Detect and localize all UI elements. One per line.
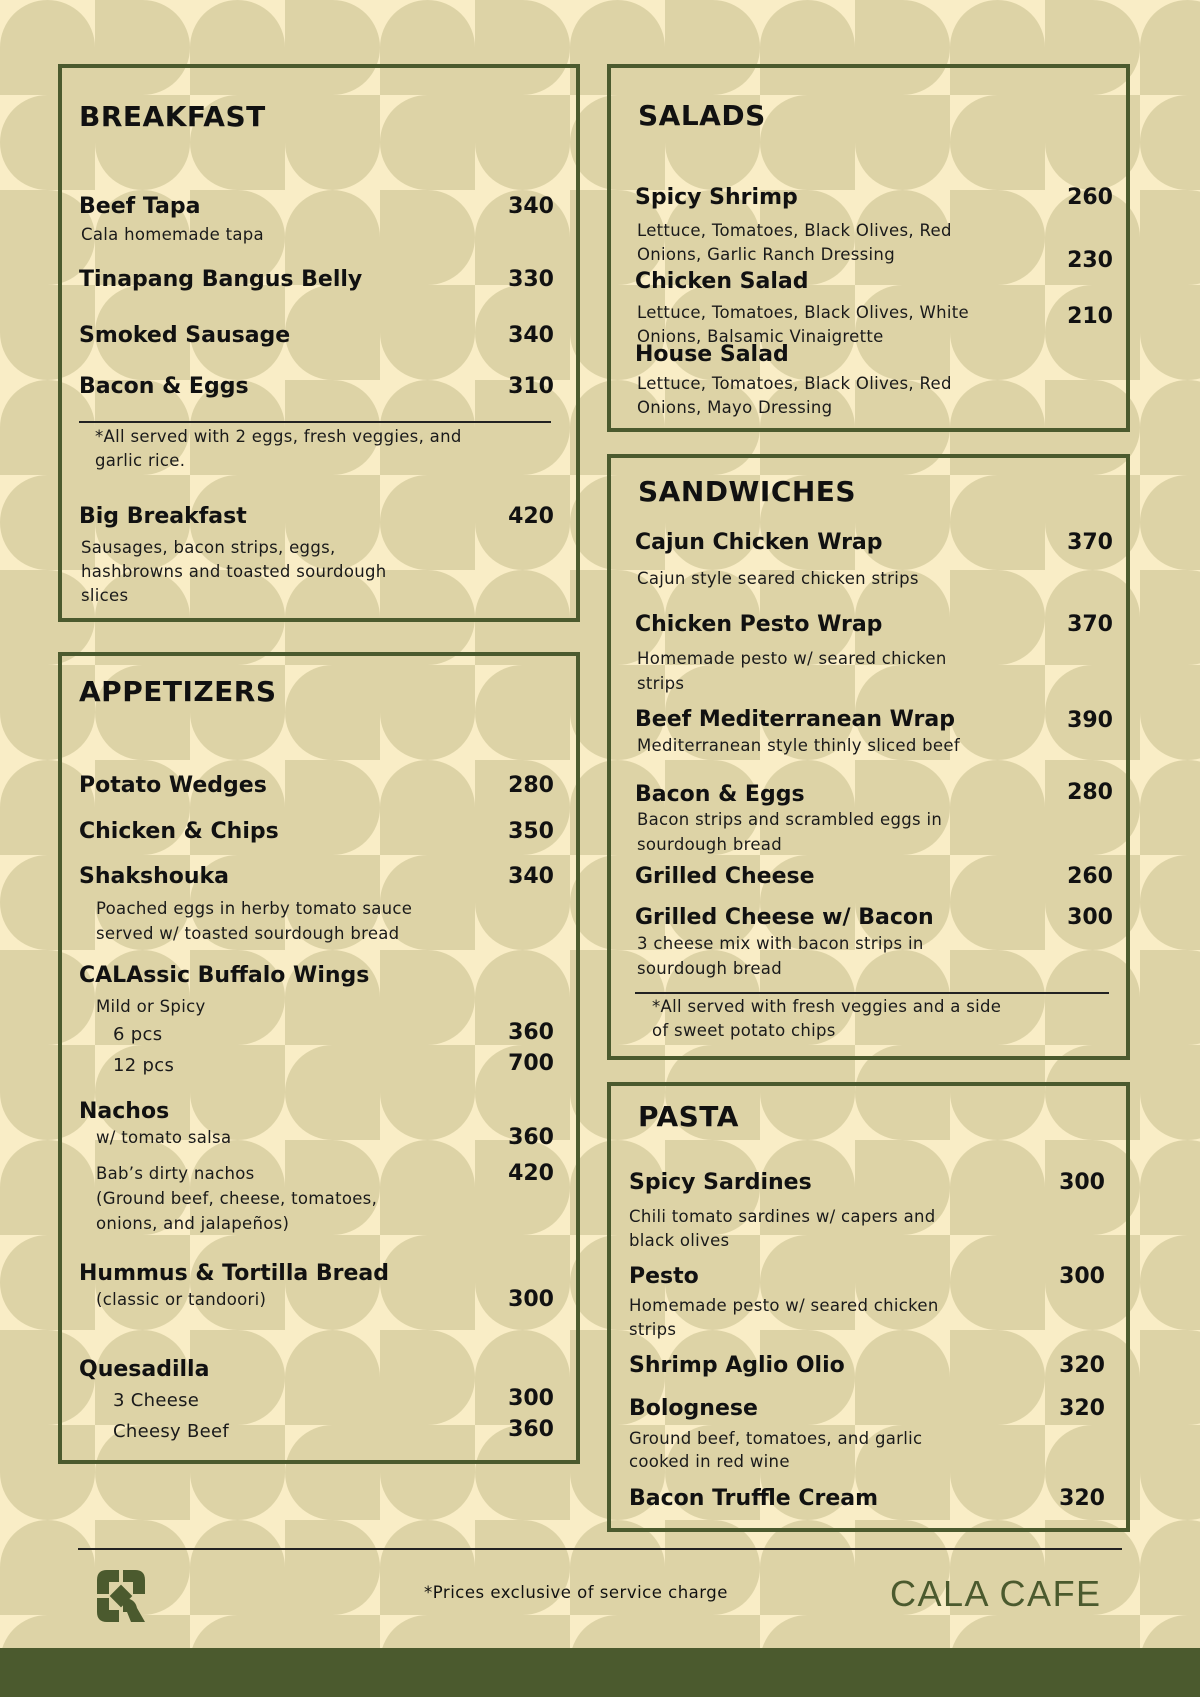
item-big-breakfast: Big Breakfast <box>79 504 247 529</box>
pattern-tile <box>1140 475 1200 570</box>
price-hummus: 300 <box>508 1287 554 1312</box>
pattern-tile <box>0 1520 95 1615</box>
price-spicy-shrimp: 260 <box>1067 185 1113 210</box>
pattern-tile <box>1140 190 1200 285</box>
desc-sandwich-bacon-2: sourdough bread <box>637 835 782 854</box>
desc-pesto-wrap-1: Homemade pesto w/ seared chicken <box>637 649 947 668</box>
desc-cajun-wrap: Cajun style seared chicken strips <box>637 569 919 588</box>
pattern-tile <box>1140 855 1200 950</box>
price-pesto: 300 <box>1059 1264 1105 1289</box>
desc-shakshouka-1: Poached eggs in herby tomato sauce <box>96 899 413 918</box>
price-bolognese: 320 <box>1059 1396 1105 1421</box>
wings-option-12: 12 pcs <box>113 1055 175 1076</box>
pattern-tile <box>1140 1045 1200 1140</box>
price-grilled-cheese: 260 <box>1067 864 1113 889</box>
sandwiches-heading: SANDWICHES <box>638 475 857 508</box>
price-sandwich-bacon-eggs: 280 <box>1067 780 1113 805</box>
sandwiches-section <box>607 454 1130 1060</box>
desc-pesto-1: Homemade pesto w/ seared chicken <box>629 1296 939 1315</box>
breakfast-section <box>58 64 580 622</box>
pasta-heading: PASTA <box>638 1100 739 1133</box>
price-shakshouka: 340 <box>508 864 554 889</box>
desc-pesto-wrap-2: strips <box>637 674 685 693</box>
sandwiches-note-line1: *All served with fresh veggies and a side <box>652 997 1002 1016</box>
item-chicken-chips: Chicken & Chips <box>79 819 279 844</box>
pattern-tile <box>1140 1330 1200 1425</box>
pattern-tile <box>1140 1235 1200 1330</box>
price-chicken-salad: 230 <box>1067 248 1113 273</box>
item-grilled-cheese-bacon: Grilled Cheese w/ Bacon <box>635 905 934 930</box>
item-house-salad: House Salad <box>635 342 789 367</box>
desc-cheese-bacon-1: 3 cheese mix with bacon strips in <box>637 934 924 953</box>
desc-shakshouka-2: served w/ toasted sourdough bread <box>96 924 400 943</box>
pattern-tile <box>760 1520 855 1615</box>
item-bacon-eggs: Bacon & Eggs <box>79 374 249 399</box>
desc-big-breakfast-3: slices <box>81 586 129 605</box>
price-wings-12: 700 <box>508 1051 554 1076</box>
item-quesadilla: Quesadilla <box>79 1357 210 1382</box>
pasta-section <box>607 1082 1130 1532</box>
desc-house-salad-1: Lettuce, Tomatoes, Black Olives, Red <box>637 374 952 393</box>
desc-big-breakfast-2: hashbrowns and toasted sourdough <box>81 562 387 581</box>
price-aglio-olio: 320 <box>1059 1353 1105 1378</box>
item-pesto-wrap: Chicken Pesto Wrap <box>635 612 883 637</box>
price-quesadilla-beef: 360 <box>508 1417 554 1442</box>
pattern-tile <box>1140 95 1200 190</box>
desc-cheese-bacon-2: sourdough bread <box>637 959 782 978</box>
price-big-breakfast: 420 <box>508 504 554 529</box>
desc-sandwich-bacon-1: Bacon strips and scrambled eggs in <box>637 810 943 829</box>
item-bacon-truffle: Bacon Truffle Cream <box>629 1486 879 1511</box>
item-cajun-wrap: Cajun Chicken Wrap <box>635 530 883 555</box>
price-house-salad: 210 <box>1067 304 1113 329</box>
price-grilled-cheese-bacon: 300 <box>1067 905 1113 930</box>
pattern-tile <box>1140 0 1200 95</box>
pattern-tile <box>1140 1425 1200 1520</box>
price-beef-wrap: 390 <box>1067 708 1113 733</box>
desc-sardines-2: black olives <box>629 1231 730 1250</box>
item-tinapang: Tinapang Bangus Belly <box>79 267 363 292</box>
pattern-tile <box>1140 1140 1200 1235</box>
nachos-sub: w/ tomato salsa <box>96 1128 232 1147</box>
wings-flavor: Mild or Spicy <box>96 997 206 1016</box>
footer-divider <box>78 1548 1122 1550</box>
hummus-sub: (classic or tandoori) <box>96 1290 267 1309</box>
item-hummus: Hummus & Tortilla Bread <box>79 1261 390 1286</box>
desc-bolognese-1: Ground beef, tomatoes, and garlic <box>629 1429 923 1448</box>
item-bolognese: Bolognese <box>629 1396 758 1421</box>
desc-spicy-shrimp-2: Onions, Garlic Ranch Dressing <box>637 245 895 264</box>
item-beef-tapa: Beef Tapa <box>79 194 201 219</box>
quesadilla-option-beef: Cheesy Beef <box>113 1421 230 1442</box>
sandwiches-note-line2: of sweet potato chips <box>652 1021 836 1040</box>
pattern-tile <box>1140 570 1200 665</box>
item-nachos: Nachos <box>79 1099 170 1124</box>
desc-pesto-2: strips <box>629 1320 677 1339</box>
quesadilla-option-3cheese: 3 Cheese <box>113 1390 200 1411</box>
item-grilled-cheese: Grilled Cheese <box>635 864 815 889</box>
pattern-tile <box>1140 665 1200 760</box>
item-smoked-sausage: Smoked Sausage <box>79 323 291 348</box>
desc-spicy-shrimp-1: Lettuce, Tomatoes, Black Olives, Red <box>637 221 952 240</box>
desc-sardines-1: Chili tomato sardines w/ capers and <box>629 1207 936 1226</box>
price-smoked-sausage: 340 <box>508 323 554 348</box>
price-spicy-sardines: 300 <box>1059 1170 1105 1195</box>
desc-dirty-nachos-1: (Ground beef, cheese, tomatoes, <box>96 1189 378 1208</box>
breakfast-heading: BREAKFAST <box>79 100 266 133</box>
price-bacon-truffle: 320 <box>1059 1486 1105 1511</box>
item-dirty-nachos: Bab’s dirty nachos <box>96 1164 255 1183</box>
item-spicy-shrimp: Spicy Shrimp <box>635 185 798 210</box>
item-buffalo-wings: CALAssic Buffalo Wings <box>79 963 370 988</box>
price-quesadilla-3cheese: 300 <box>508 1386 554 1411</box>
footer-bar <box>0 1648 1200 1697</box>
pattern-tile <box>1140 950 1200 1045</box>
pattern-tile <box>1140 1520 1200 1615</box>
price-cajun-wrap: 370 <box>1067 530 1113 555</box>
appetizers-section <box>58 652 580 1464</box>
pattern-tile <box>1140 380 1200 475</box>
salads-section <box>607 64 1130 432</box>
wings-option-6: 6 pcs <box>113 1024 163 1045</box>
footer-service-note: *Prices exclusive of service charge <box>424 1583 728 1602</box>
price-pesto-wrap: 370 <box>1067 612 1113 637</box>
item-spicy-sardines: Spicy Sardines <box>629 1170 812 1195</box>
price-wings-6: 360 <box>508 1020 554 1045</box>
brand-name: CALA CAFE <box>890 1573 1102 1614</box>
item-sandwich-bacon-eggs: Bacon & Eggs <box>635 782 805 807</box>
desc-chicken-salad-2: Onions, Balsamic Vinaigrette <box>637 327 884 346</box>
salads-heading: SALADS <box>638 99 766 132</box>
price-chicken-chips: 350 <box>508 819 554 844</box>
pattern-tile <box>285 1520 380 1615</box>
item-potato-wedges: Potato Wedges <box>79 773 267 798</box>
item-pesto: Pesto <box>629 1264 699 1289</box>
item-aglio-olio: Shrimp Aglio Olio <box>629 1353 845 1378</box>
price-nachos: 360 <box>508 1125 554 1150</box>
desc-dirty-nachos-2: onions, and jalapeños) <box>96 1214 290 1233</box>
price-beef-tapa: 340 <box>508 194 554 219</box>
pattern-tile <box>1140 760 1200 855</box>
item-chicken-salad: Chicken Salad <box>635 269 809 294</box>
desc-beef-tapa: Cala homemade tapa <box>81 225 264 244</box>
desc-chicken-salad-1: Lettuce, Tomatoes, Black Olives, White <box>637 303 969 322</box>
breakfast-note-line1: *All served with 2 eggs, fresh veggies, and <box>95 427 462 446</box>
desc-beef-wrap: Mediterranean style thinly sliced beef <box>637 736 960 755</box>
item-beef-wrap: Beef Mediterranean Wrap <box>635 707 955 732</box>
desc-house-salad-2: Onions, Mayo Dressing <box>637 398 833 417</box>
desc-big-breakfast-1: Sausages, bacon strips, eggs, <box>81 538 336 557</box>
price-bacon-eggs: 310 <box>508 374 554 399</box>
price-potato-wedges: 280 <box>508 773 554 798</box>
price-dirty-nachos: 420 <box>508 1161 554 1186</box>
item-shakshouka: Shakshouka <box>79 864 229 889</box>
desc-bolognese-2: cooked in red wine <box>629 1452 790 1471</box>
cala-leaf-logo-icon <box>93 1568 149 1624</box>
price-tinapang: 330 <box>508 267 554 292</box>
pattern-tile <box>1140 285 1200 380</box>
appetizers-heading: APPETIZERS <box>79 675 277 708</box>
breakfast-note-line2: garlic rice. <box>95 451 186 470</box>
pattern-tile <box>190 1520 285 1615</box>
